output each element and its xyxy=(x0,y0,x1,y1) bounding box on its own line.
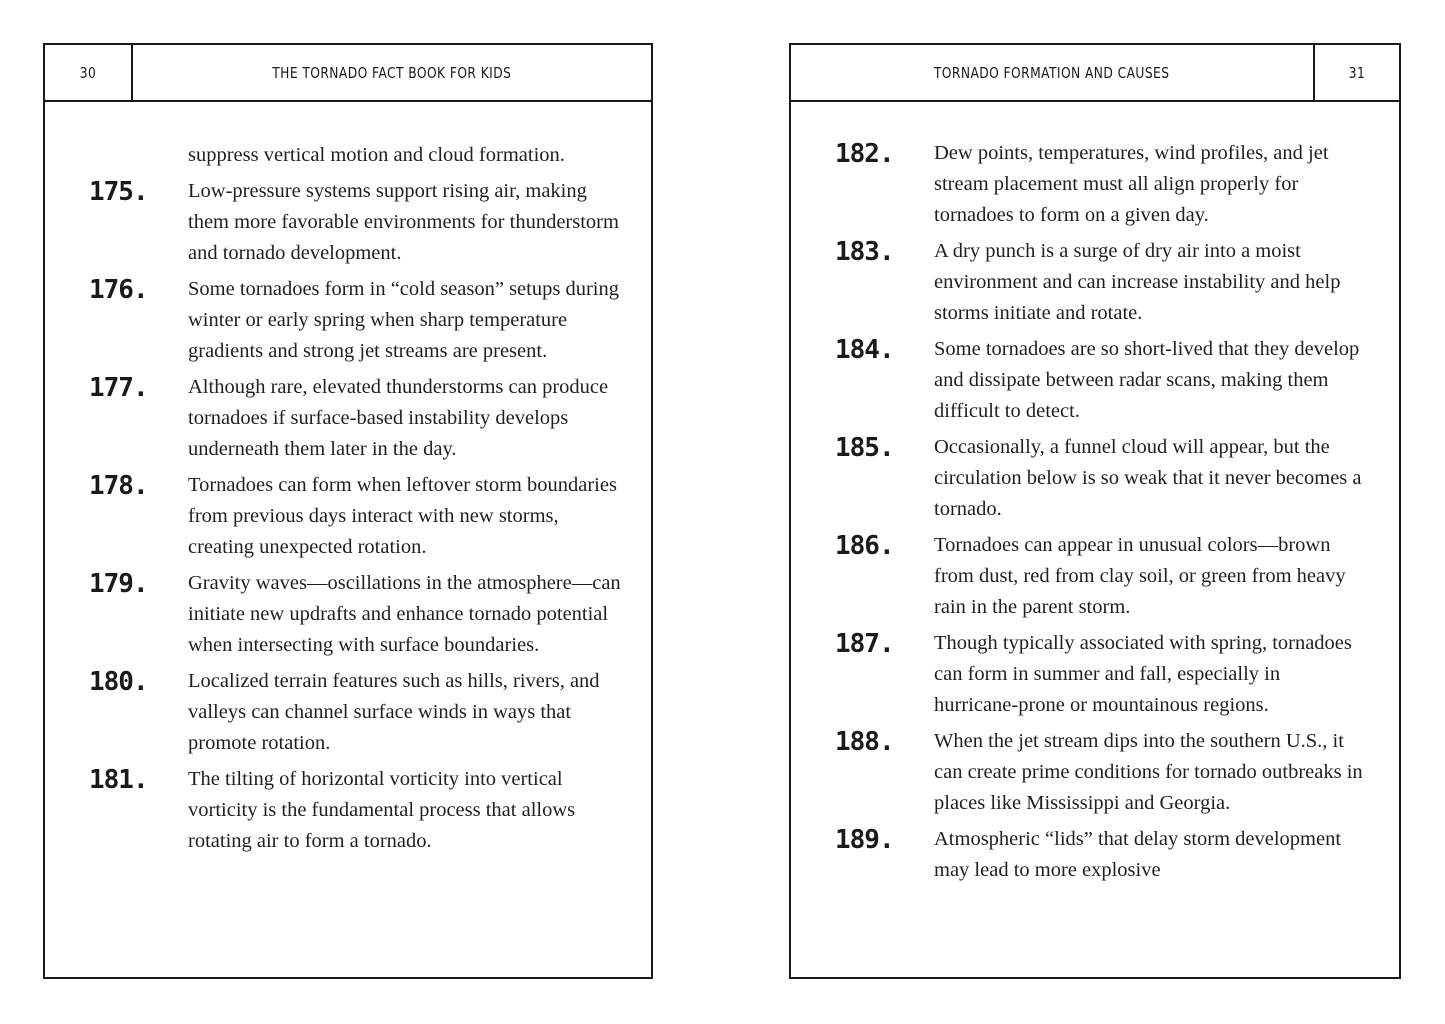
fact-number: 182. xyxy=(835,139,894,169)
fact-text: Tornadoes can form when leftover storm boundaries from previous days interact with new storms, creating unexpected rotation. xyxy=(188,474,617,558)
right-page-content xyxy=(835,138,1369,891)
fact-text: The tilting of horizontal vorticity into vertical vorticity is the fundamental process that allows rotating air to form a tornado. xyxy=(188,768,576,852)
fact-number: 179. xyxy=(89,569,148,599)
fact-item xyxy=(89,372,621,470)
fact-text: Though typically associated with spring, tornadoes can form in summer and fall, especially in hurricane-prone or mountainous regions. xyxy=(934,632,1352,716)
running-title: TORNADO FORMATION AND CAUSES xyxy=(934,63,1170,82)
fact-item xyxy=(89,764,621,862)
fact-number: 184. xyxy=(835,335,894,365)
fact-item xyxy=(835,432,1369,530)
fact-text: Although rare, elevated thunderstorms can produce tornadoes if surface-based instability develops underneath them later in the day. xyxy=(188,376,609,460)
left-page-content xyxy=(89,140,621,862)
fact-item xyxy=(835,824,1369,891)
fact-number: 187. xyxy=(835,629,894,659)
fact-item xyxy=(835,236,1369,334)
fact-item xyxy=(89,176,621,274)
fact-text: Occasionally, a funnel cloud will appear, but the circulation below is so weak that it never becomes a tornado. xyxy=(934,436,1362,520)
left-page-header xyxy=(45,45,651,102)
fact-number: 186. xyxy=(835,531,894,561)
fact-text: When the jet stream dips into the southern U.S., it can create prime conditions for tornado outbreaks in places like Mississippi and Georgia. xyxy=(934,730,1363,814)
left-page xyxy=(43,43,653,979)
fact-item xyxy=(89,666,621,764)
right-page xyxy=(789,43,1401,979)
fact-number: 181. xyxy=(89,765,148,795)
fact-number: 183. xyxy=(835,237,894,267)
fact-item xyxy=(835,726,1369,824)
fact-item xyxy=(89,568,621,666)
fact-item xyxy=(89,274,621,372)
fact-text: A dry punch is a surge of dry air into a moist environment and can increase instability and help storms initiate and rotate. xyxy=(934,240,1341,324)
fact-text: Some tornadoes are so short-lived that they develop and dissipate between radar scans, making them difficult to detect. xyxy=(934,338,1360,422)
fact-item xyxy=(89,470,621,568)
fact-number: 178. xyxy=(89,471,148,501)
right-page-header xyxy=(791,45,1399,102)
fact-item xyxy=(835,138,1369,236)
fact-text: Gravity waves—oscillations in the atmosphere—can initiate new updrafts and enhance tornado potential when intersecting with surface boundaries. xyxy=(188,572,621,656)
fact-item xyxy=(835,628,1369,726)
page-number: 30 xyxy=(45,45,133,100)
fact-number: 188. xyxy=(835,727,894,757)
fact-number: 176. xyxy=(89,275,148,305)
running-title: THE TORNADO FACT BOOK FOR KIDS xyxy=(272,63,512,82)
fact-number: 180. xyxy=(89,667,148,697)
fact-number: 189. xyxy=(835,825,894,855)
fact-number: 177. xyxy=(89,373,148,403)
fact-item xyxy=(835,530,1369,628)
fact-text: Dew points, temperatures, wind profiles, and jet stream placement must all align properly for tornadoes to form on a given day. xyxy=(934,142,1329,226)
fact-text: Tornadoes can appear in unusual colors—brown from dust, red from clay soil, or green from heavy rain in the parent storm. xyxy=(934,534,1346,618)
page-number: 31 xyxy=(1313,45,1399,100)
continued-text: suppress vertical motion and cloud formation. xyxy=(188,144,565,166)
fact-number: 175. xyxy=(89,177,148,207)
fact-number: 185. xyxy=(835,433,894,463)
fact-text: Some tornadoes form in “cold season” setups during winter or early spring when sharp temperature gradients and strong jet streams are present. xyxy=(188,278,619,362)
fact-item xyxy=(835,334,1369,432)
fact-text: Localized terrain features such as hills, rivers, and valleys can channel surface winds in ways that promote rotation. xyxy=(188,670,600,754)
fact-text: Atmospheric “lids” that delay storm development may lead to more explosive xyxy=(934,828,1342,881)
fact-text: Low-pressure systems support rising air, making them more favorable environments for thunderstorm and tornado development. xyxy=(188,180,619,264)
